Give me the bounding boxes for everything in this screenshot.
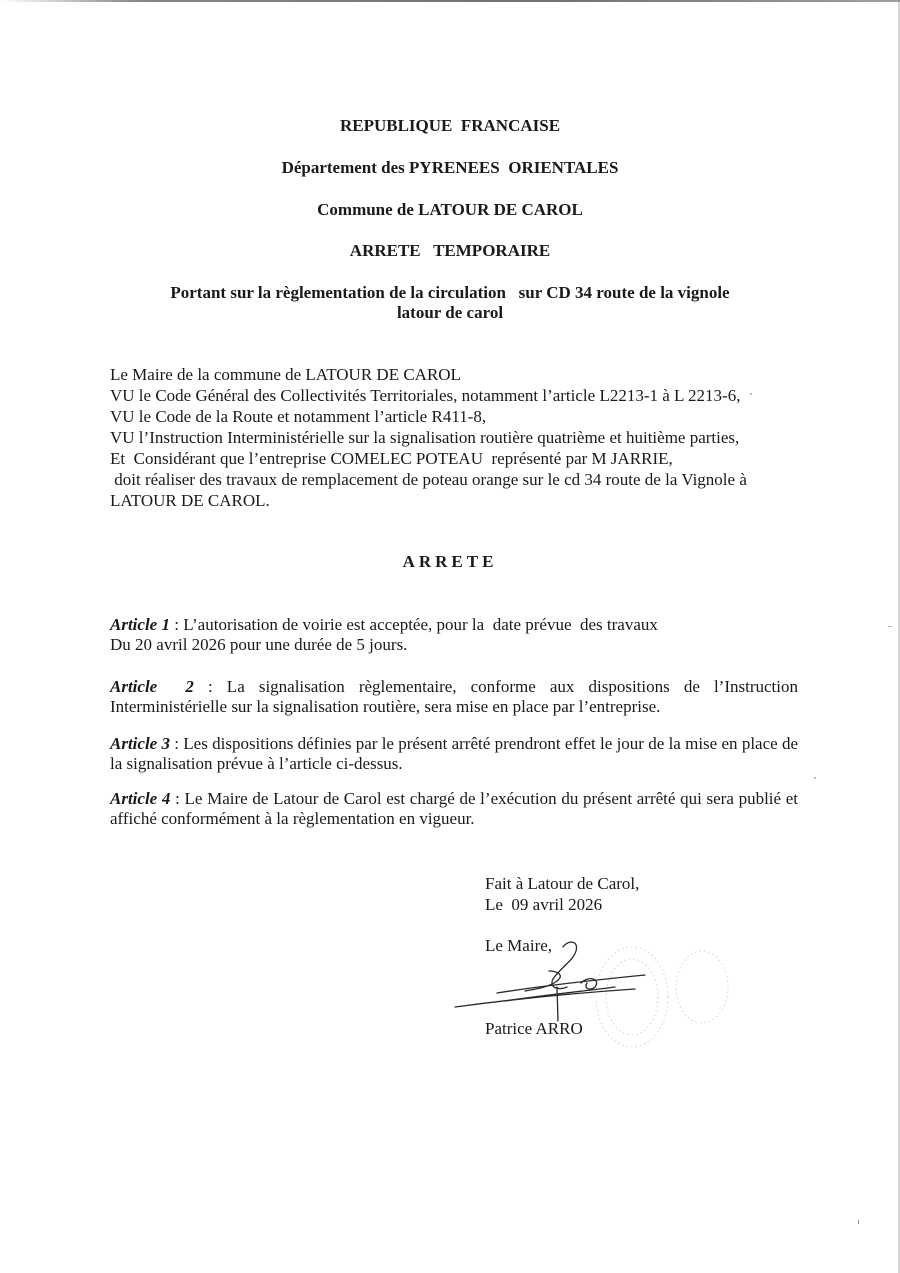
faint-stamp-seal: [590, 935, 740, 1055]
article-1-line-1: [110, 615, 798, 635]
article-3-label: Article 3: [110, 734, 170, 753]
preamble-line: doit réaliser des travaux de remplacement de poteau orange sur le cd 34 route de la Vignole à: [110, 470, 747, 489]
preamble-line: VU l’Instruction Interministérielle sur la signalisation routière quatrième et huitième parties,: [110, 428, 740, 447]
act-subject-line-1: Portant sur la règlementation de la circulation sur CD 34 route de la vignole: [170, 283, 730, 302]
act-subject-line-2: latour de carol: [396, 303, 504, 322]
preamble-line: VU le Code Général des Collectivités Territoriales, notamment l’article L2213-1 à L 2213-6,: [110, 386, 741, 405]
act-type-heading: ARRETE TEMPORAIRE: [349, 241, 551, 260]
republic-heading: REPUBLIQUE FRANCAISE: [339, 116, 561, 135]
act-subject: [0, 283, 900, 323]
scan-speck: [750, 393, 752, 395]
preamble: [110, 364, 830, 511]
article-2: [110, 677, 798, 717]
department-heading: Département des PYRENEES ORIENTALES: [281, 158, 619, 177]
scan-speck: [888, 626, 892, 627]
article-1-label: Article 1: [110, 615, 170, 634]
article-4-label: Article 4: [110, 789, 171, 808]
commune-heading: Commune de LATOUR DE CAROL: [317, 200, 583, 219]
preamble-line: Et Considérant que l’entreprise COMELEC POTEAU représenté par M JARRIE,: [110, 449, 673, 468]
signature-date: Le 09 avril 2026: [485, 895, 603, 914]
article-1-text-2: Du 20 avril 2026 pour une durée de 5 jours.: [110, 635, 408, 654]
article-4-text: : Le Maire de Latour de Carol est chargé de l’exécution du présent arrêté qui sera publié et affiché conformément à la règlementation en vigueur.: [110, 789, 799, 828]
signature-title: Le Maire,: [485, 936, 553, 955]
preamble-line: VU le Code de la Route et notamment l’article R411-8,: [110, 407, 487, 426]
article-2-text: : La signalisation règlementaire, conforme aux dispositions de l’Instruction Interministérielle sur la signalisation routière, sera mise en place par l’entreprise.: [110, 677, 798, 716]
scan-speck: [858, 1220, 859, 1224]
scan-edge-top: [0, 0, 900, 2]
scan-speck: [814, 777, 816, 779]
article-1: [110, 615, 798, 655]
article-3-text: : Les dispositions définies par le présent arrêté prendront effet le jour de la mise en place de la signalisation prévue à l’article ci-dessus.: [110, 734, 799, 773]
preamble-line: Le Maire de la commune de LATOUR DE CAROL: [110, 365, 461, 384]
article-4: [110, 789, 798, 829]
signature-place: Fait à Latour de Carol,: [485, 874, 640, 893]
preamble-line: LATOUR DE CAROL.: [110, 491, 270, 510]
article-2-label: Article 2: [110, 677, 194, 696]
signatory-name: Patrice ARRO: [485, 1019, 583, 1038]
decision-title: ARRETE: [402, 552, 498, 571]
article-1-text-1: : L’autorisation de voirie est acceptée, pour la date prévue des travaux: [169, 615, 658, 634]
article-3: [110, 734, 798, 774]
